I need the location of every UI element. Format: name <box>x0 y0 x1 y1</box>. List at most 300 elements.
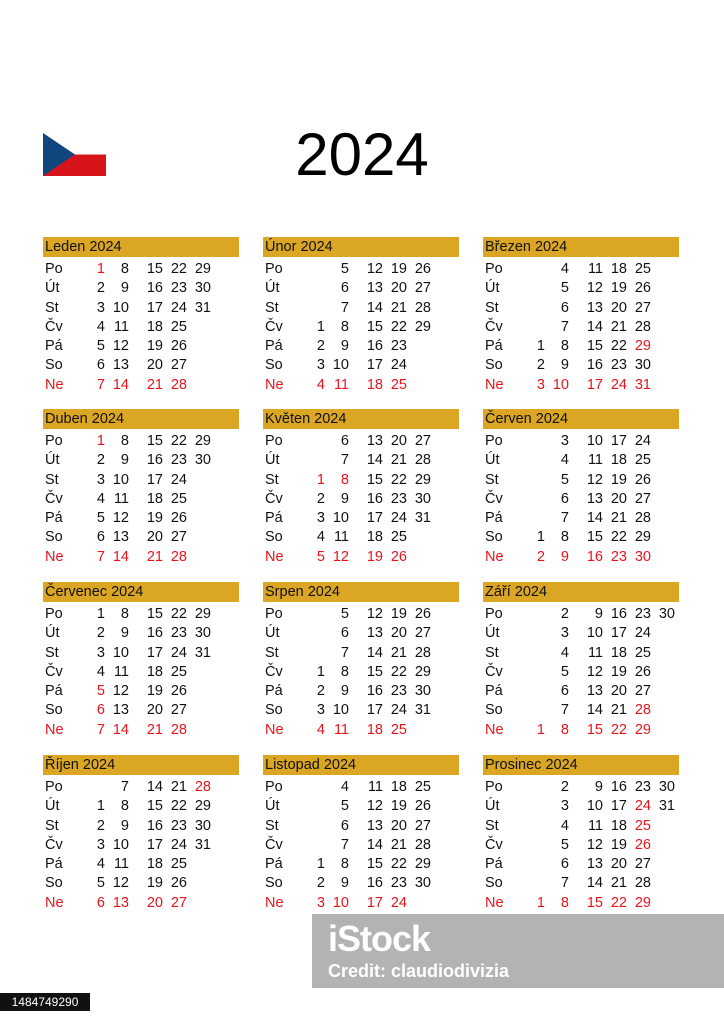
week-day-row <box>263 836 459 855</box>
day-cell <box>211 490 235 509</box>
day-cell: 4 <box>560 644 569 661</box>
week-day-row <box>263 797 459 816</box>
day-cell: 25 <box>390 721 407 738</box>
day-cell: 1 <box>96 261 105 277</box>
day-cell: 12 <box>366 798 383 815</box>
week-day-row <box>483 451 679 470</box>
day-label: Út <box>485 452 500 469</box>
day-cell: 23 <box>390 875 407 892</box>
day-cell <box>187 376 211 395</box>
day-cell: 9 <box>340 875 349 892</box>
day-cell: 12 <box>586 836 603 853</box>
day-cell: 17 <box>366 894 383 911</box>
day-cell <box>299 279 325 298</box>
day-cell: 7 <box>340 299 349 316</box>
month-header: Leden 2024 <box>43 237 239 257</box>
day-cell: 3 <box>96 836 105 853</box>
day-cell: 21 <box>610 702 627 719</box>
day-cell: 24 <box>170 471 187 488</box>
day-cell: 27 <box>634 490 651 507</box>
day-cell <box>651 356 675 375</box>
week-day-row <box>483 509 679 528</box>
day-cell: 30 <box>194 452 211 469</box>
day-cell: 14 <box>586 510 603 527</box>
week-day-row <box>43 548 239 567</box>
day-cell: 4 <box>560 817 569 834</box>
day-cell: 8 <box>340 318 349 335</box>
day-cell: 29 <box>634 721 651 738</box>
day-cell: 1 <box>536 338 545 355</box>
day-cell: 3 <box>316 894 325 911</box>
day-label: Út <box>265 798 280 815</box>
day-cell <box>187 663 211 682</box>
day-cell: 16 <box>146 280 163 297</box>
day-cell: 27 <box>414 817 431 834</box>
month-header: Prosinec 2024 <box>483 755 679 775</box>
day-cell: 3 <box>96 299 105 316</box>
day-cell: 27 <box>414 280 431 297</box>
day-cell: 25 <box>634 261 651 277</box>
day-cell <box>211 451 235 470</box>
day-cell: 6 <box>340 625 349 642</box>
day-cell: 24 <box>170 836 187 853</box>
week-day-row <box>263 701 459 720</box>
day-cell <box>431 451 455 470</box>
day-cell <box>431 624 455 643</box>
day-cell: 22 <box>170 798 187 815</box>
week-day-row <box>43 509 239 528</box>
day-cell: 26 <box>170 875 187 892</box>
week-day-row <box>263 337 459 356</box>
week-day-row <box>263 509 459 528</box>
day-cell: 21 <box>390 644 407 661</box>
day-label: Po <box>45 261 63 277</box>
day-cell <box>651 318 675 337</box>
day-cell <box>519 701 545 720</box>
week-day-row <box>483 624 679 643</box>
day-cell: 2 <box>316 490 325 507</box>
day-label: St <box>265 299 279 316</box>
week-day-row <box>263 376 459 395</box>
day-cell: 14 <box>366 836 383 853</box>
day-cell <box>519 260 545 279</box>
day-cell: 6 <box>96 894 105 911</box>
day-cell <box>651 855 675 874</box>
day-cell <box>211 682 235 701</box>
month-block <box>263 582 459 740</box>
week-day-row <box>483 279 679 298</box>
day-cell: 22 <box>390 318 407 335</box>
day-label: St <box>45 817 59 834</box>
day-cell <box>431 376 455 395</box>
day-cell: 18 <box>610 644 627 661</box>
day-cell: 24 <box>610 376 627 393</box>
day-cell <box>519 509 545 528</box>
day-label: So <box>265 357 283 374</box>
day-label: So <box>485 529 503 546</box>
day-cell: 29 <box>194 798 211 815</box>
day-label: Čv <box>485 490 503 507</box>
day-cell <box>519 490 545 509</box>
day-cell: 21 <box>610 510 627 527</box>
watermark-credit: Credit: claudiodivizia <box>328 961 510 981</box>
day-cell: 16 <box>146 452 163 469</box>
week-day-row <box>43 874 239 893</box>
day-cell: 26 <box>414 798 431 815</box>
day-cell <box>187 471 211 490</box>
day-cell: 7 <box>96 721 105 738</box>
day-cell <box>211 663 235 682</box>
day-cell: 4 <box>96 318 105 335</box>
day-label: So <box>265 702 283 719</box>
day-cell: 11 <box>587 644 603 661</box>
day-cell: 19 <box>146 875 163 892</box>
day-cell: 2 <box>96 817 105 834</box>
day-cell: 22 <box>610 529 627 546</box>
day-cell: 20 <box>610 299 627 316</box>
day-cell: 31 <box>414 702 431 719</box>
day-cell: 27 <box>170 894 187 911</box>
day-cell: 12 <box>112 338 129 355</box>
day-cell: 8 <box>340 856 349 873</box>
week-day-row <box>263 894 459 913</box>
day-cell <box>299 260 325 279</box>
day-cell <box>651 701 675 720</box>
day-label: Po <box>485 261 503 277</box>
day-cell: 17 <box>610 625 627 642</box>
day-cell <box>431 279 455 298</box>
day-cell: 12 <box>112 510 129 527</box>
day-cell: 17 <box>146 299 163 316</box>
day-cell: 2 <box>96 452 105 469</box>
day-cell: 13 <box>586 299 603 316</box>
week-day-row <box>43 855 239 874</box>
week-day-row <box>263 432 459 451</box>
day-cell: 19 <box>390 798 407 815</box>
day-cell <box>299 605 325 624</box>
month-header: Červen 2024 <box>483 409 679 429</box>
month-header: Červenec 2024 <box>43 582 239 602</box>
day-cell: 20 <box>610 683 627 700</box>
page-title <box>0 120 724 190</box>
day-cell <box>651 376 675 395</box>
day-cell <box>211 817 235 836</box>
day-cell: 13 <box>586 683 603 700</box>
day-cell: 5 <box>340 606 349 622</box>
watermark-logo: iStock <box>328 918 431 959</box>
day-cell: 20 <box>146 702 163 719</box>
day-cell: 18 <box>610 452 627 469</box>
day-cell <box>431 432 455 451</box>
day-cell <box>187 356 211 375</box>
day-label: Pá <box>485 683 503 700</box>
day-cell <box>211 279 235 298</box>
day-cell: 23 <box>390 683 407 700</box>
month-block <box>263 237 459 395</box>
day-cell: 12 <box>366 261 383 277</box>
month-header: Srpen 2024 <box>263 582 459 602</box>
week-day-row <box>483 797 679 816</box>
week-day-row <box>483 490 679 509</box>
day-cell: 18 <box>146 318 163 335</box>
day-cell: 19 <box>146 338 163 355</box>
day-cell <box>519 817 545 836</box>
day-cell: 20 <box>610 490 627 507</box>
day-cell: 8 <box>120 798 129 815</box>
day-label: Pá <box>265 683 283 700</box>
day-cell: 14 <box>586 702 603 719</box>
day-cell: 5 <box>560 471 569 488</box>
week-day-row <box>483 318 679 337</box>
day-cell <box>211 624 235 643</box>
day-cell: 14 <box>112 548 129 565</box>
week-day-row <box>43 797 239 816</box>
day-label: Čv <box>485 836 503 853</box>
day-cell <box>299 836 325 855</box>
day-cell: 13 <box>112 894 129 911</box>
day-cell: 8 <box>560 894 569 911</box>
day-cell: 7 <box>340 452 349 469</box>
day-cell: 9 <box>120 452 129 469</box>
day-cell: 22 <box>390 471 407 488</box>
day-cell <box>651 490 675 509</box>
day-label: Pá <box>485 856 503 873</box>
day-cell: 16 <box>366 683 383 700</box>
day-cell <box>651 548 675 567</box>
week-day-row <box>483 528 679 547</box>
week-day-row <box>263 605 459 624</box>
day-cell: 25 <box>634 644 651 661</box>
week-day-row <box>263 663 459 682</box>
day-cell: 5 <box>340 261 349 277</box>
day-cell: 29 <box>634 529 651 546</box>
day-cell <box>187 337 211 356</box>
day-cell: 12 <box>586 663 603 680</box>
day-label: Ne <box>265 548 284 565</box>
day-cell: 30 <box>414 490 431 507</box>
day-cell <box>187 509 211 528</box>
day-cell: 10 <box>332 357 349 374</box>
day-label: Pá <box>45 510 63 527</box>
day-label: Pá <box>45 856 63 873</box>
day-cell: 10 <box>112 836 129 853</box>
day-cell <box>519 855 545 874</box>
day-cell <box>211 874 235 893</box>
day-cell: 14 <box>366 644 383 661</box>
day-cell: 2 <box>536 357 545 374</box>
day-cell <box>211 318 235 337</box>
month-header: Listopad 2024 <box>263 755 459 775</box>
day-cell: 4 <box>560 452 569 469</box>
year-label: 2024 <box>295 121 429 188</box>
day-cell: 23 <box>170 452 187 469</box>
day-cell: 13 <box>586 490 603 507</box>
day-cell: 28 <box>634 318 651 335</box>
day-cell: 17 <box>610 433 627 449</box>
week-day-row <box>43 528 239 547</box>
day-cell: 31 <box>194 644 211 661</box>
day-cell: 28 <box>414 452 431 469</box>
month-header: Březen 2024 <box>483 237 679 257</box>
day-cell: 6 <box>560 683 569 700</box>
day-label: Ne <box>45 894 64 911</box>
day-cell: 16 <box>366 875 383 892</box>
day-cell: 15 <box>146 433 163 449</box>
day-cell: 11 <box>587 452 603 469</box>
day-cell: 3 <box>316 510 325 527</box>
month-block <box>43 237 239 395</box>
day-cell: 2 <box>560 779 569 795</box>
day-label: Pá <box>265 510 283 527</box>
week-day-row <box>43 471 239 490</box>
day-cell: 6 <box>340 433 349 449</box>
day-cell: 9 <box>560 548 569 565</box>
day-cell: 10 <box>112 644 129 661</box>
day-cell: 13 <box>586 856 603 873</box>
day-cell: 22 <box>170 261 187 277</box>
day-cell: 12 <box>366 606 383 622</box>
day-cell: 16 <box>610 779 627 795</box>
day-cell: 17 <box>366 357 383 374</box>
day-cell: 6 <box>96 529 105 546</box>
day-cell: 15 <box>366 471 383 488</box>
day-cell: 17 <box>146 836 163 853</box>
month-block <box>483 582 679 740</box>
day-cell: 28 <box>170 376 187 393</box>
day-cell <box>651 624 675 643</box>
day-cell: 21 <box>146 721 163 738</box>
day-cell: 4 <box>96 856 105 873</box>
day-cell <box>431 299 455 318</box>
day-cell: 5 <box>96 875 105 892</box>
day-cell: 1 <box>96 433 105 449</box>
day-cell: 23 <box>634 779 651 795</box>
day-cell: 5 <box>340 798 349 815</box>
day-cell: 16 <box>146 625 163 642</box>
day-cell: 9 <box>560 357 569 374</box>
day-cell: 2 <box>536 548 545 565</box>
day-cell: 7 <box>96 376 105 393</box>
day-cell <box>651 432 675 451</box>
day-cell: 17 <box>586 376 603 393</box>
day-cell <box>651 337 675 356</box>
day-label: St <box>265 644 279 661</box>
day-label: Pá <box>45 683 63 700</box>
day-cell <box>211 701 235 720</box>
day-cell: 24 <box>390 702 407 719</box>
day-cell: 29 <box>414 471 431 488</box>
day-label: Út <box>485 798 500 815</box>
day-cell: 17 <box>366 702 383 719</box>
day-cell: 24 <box>170 299 187 316</box>
day-label: Čv <box>485 318 503 335</box>
day-cell <box>519 778 545 797</box>
day-cell <box>431 605 455 624</box>
day-cell: 30 <box>658 606 675 622</box>
day-cell <box>299 778 325 797</box>
day-cell: 25 <box>634 817 651 834</box>
day-cell: 31 <box>634 376 651 393</box>
day-cell: 31 <box>194 299 211 316</box>
day-cell: 24 <box>390 357 407 374</box>
day-cell: 30 <box>194 817 211 834</box>
day-cell: 23 <box>390 338 407 355</box>
day-cell <box>651 894 675 913</box>
day-cell: 15 <box>366 663 383 680</box>
day-cell: 18 <box>146 663 163 680</box>
day-cell: 14 <box>112 721 129 738</box>
day-cell <box>211 836 235 855</box>
day-cell: 31 <box>194 836 211 853</box>
day-cell: 11 <box>587 817 603 834</box>
day-label: St <box>485 817 499 834</box>
day-cell <box>211 356 235 375</box>
week-day-row <box>43 490 239 509</box>
day-label: Čv <box>45 490 63 507</box>
day-cell <box>519 605 545 624</box>
week-day-row <box>43 318 239 337</box>
day-label: Ne <box>45 548 64 565</box>
day-cell: 13 <box>366 280 383 297</box>
day-cell <box>651 663 675 682</box>
month-block <box>43 409 239 567</box>
day-cell: 6 <box>340 817 349 834</box>
day-cell <box>519 624 545 643</box>
day-cell: 12 <box>112 875 129 892</box>
day-label: Ne <box>265 376 284 393</box>
day-cell: 11 <box>333 529 349 546</box>
day-cell: 18 <box>366 529 383 546</box>
week-day-row <box>483 337 679 356</box>
day-cell: 14 <box>146 779 163 795</box>
day-cell <box>651 279 675 298</box>
week-day-row <box>483 548 679 567</box>
week-day-row <box>483 778 679 797</box>
day-cell: 3 <box>560 798 569 815</box>
day-label: Po <box>45 433 63 449</box>
day-cell: 3 <box>316 702 325 719</box>
day-cell <box>431 874 455 893</box>
day-cell: 20 <box>146 529 163 546</box>
day-label: Čv <box>45 836 63 853</box>
day-cell: 11 <box>333 376 349 393</box>
day-cell: 15 <box>146 261 163 277</box>
day-cell: 9 <box>340 338 349 355</box>
day-cell: 21 <box>390 452 407 469</box>
day-cell: 12 <box>332 548 349 565</box>
day-cell: 18 <box>366 376 383 393</box>
day-cell: 5 <box>560 280 569 297</box>
day-cell: 29 <box>414 663 431 680</box>
day-label: St <box>265 471 279 488</box>
week-day-row <box>263 874 459 893</box>
week-day-row <box>483 855 679 874</box>
month-header: Květen 2024 <box>263 409 459 429</box>
day-cell: 25 <box>414 779 431 795</box>
week-day-row <box>43 894 239 913</box>
day-cell <box>211 299 235 318</box>
day-cell: 21 <box>610 318 627 335</box>
day-cell: 23 <box>610 548 627 565</box>
day-cell: 7 <box>560 318 569 335</box>
day-cell <box>407 528 431 547</box>
month-block <box>483 755 679 913</box>
day-cell <box>299 299 325 318</box>
day-cell: 14 <box>366 452 383 469</box>
day-cell: 10 <box>586 798 603 815</box>
week-day-row <box>483 663 679 682</box>
day-cell <box>431 778 455 797</box>
